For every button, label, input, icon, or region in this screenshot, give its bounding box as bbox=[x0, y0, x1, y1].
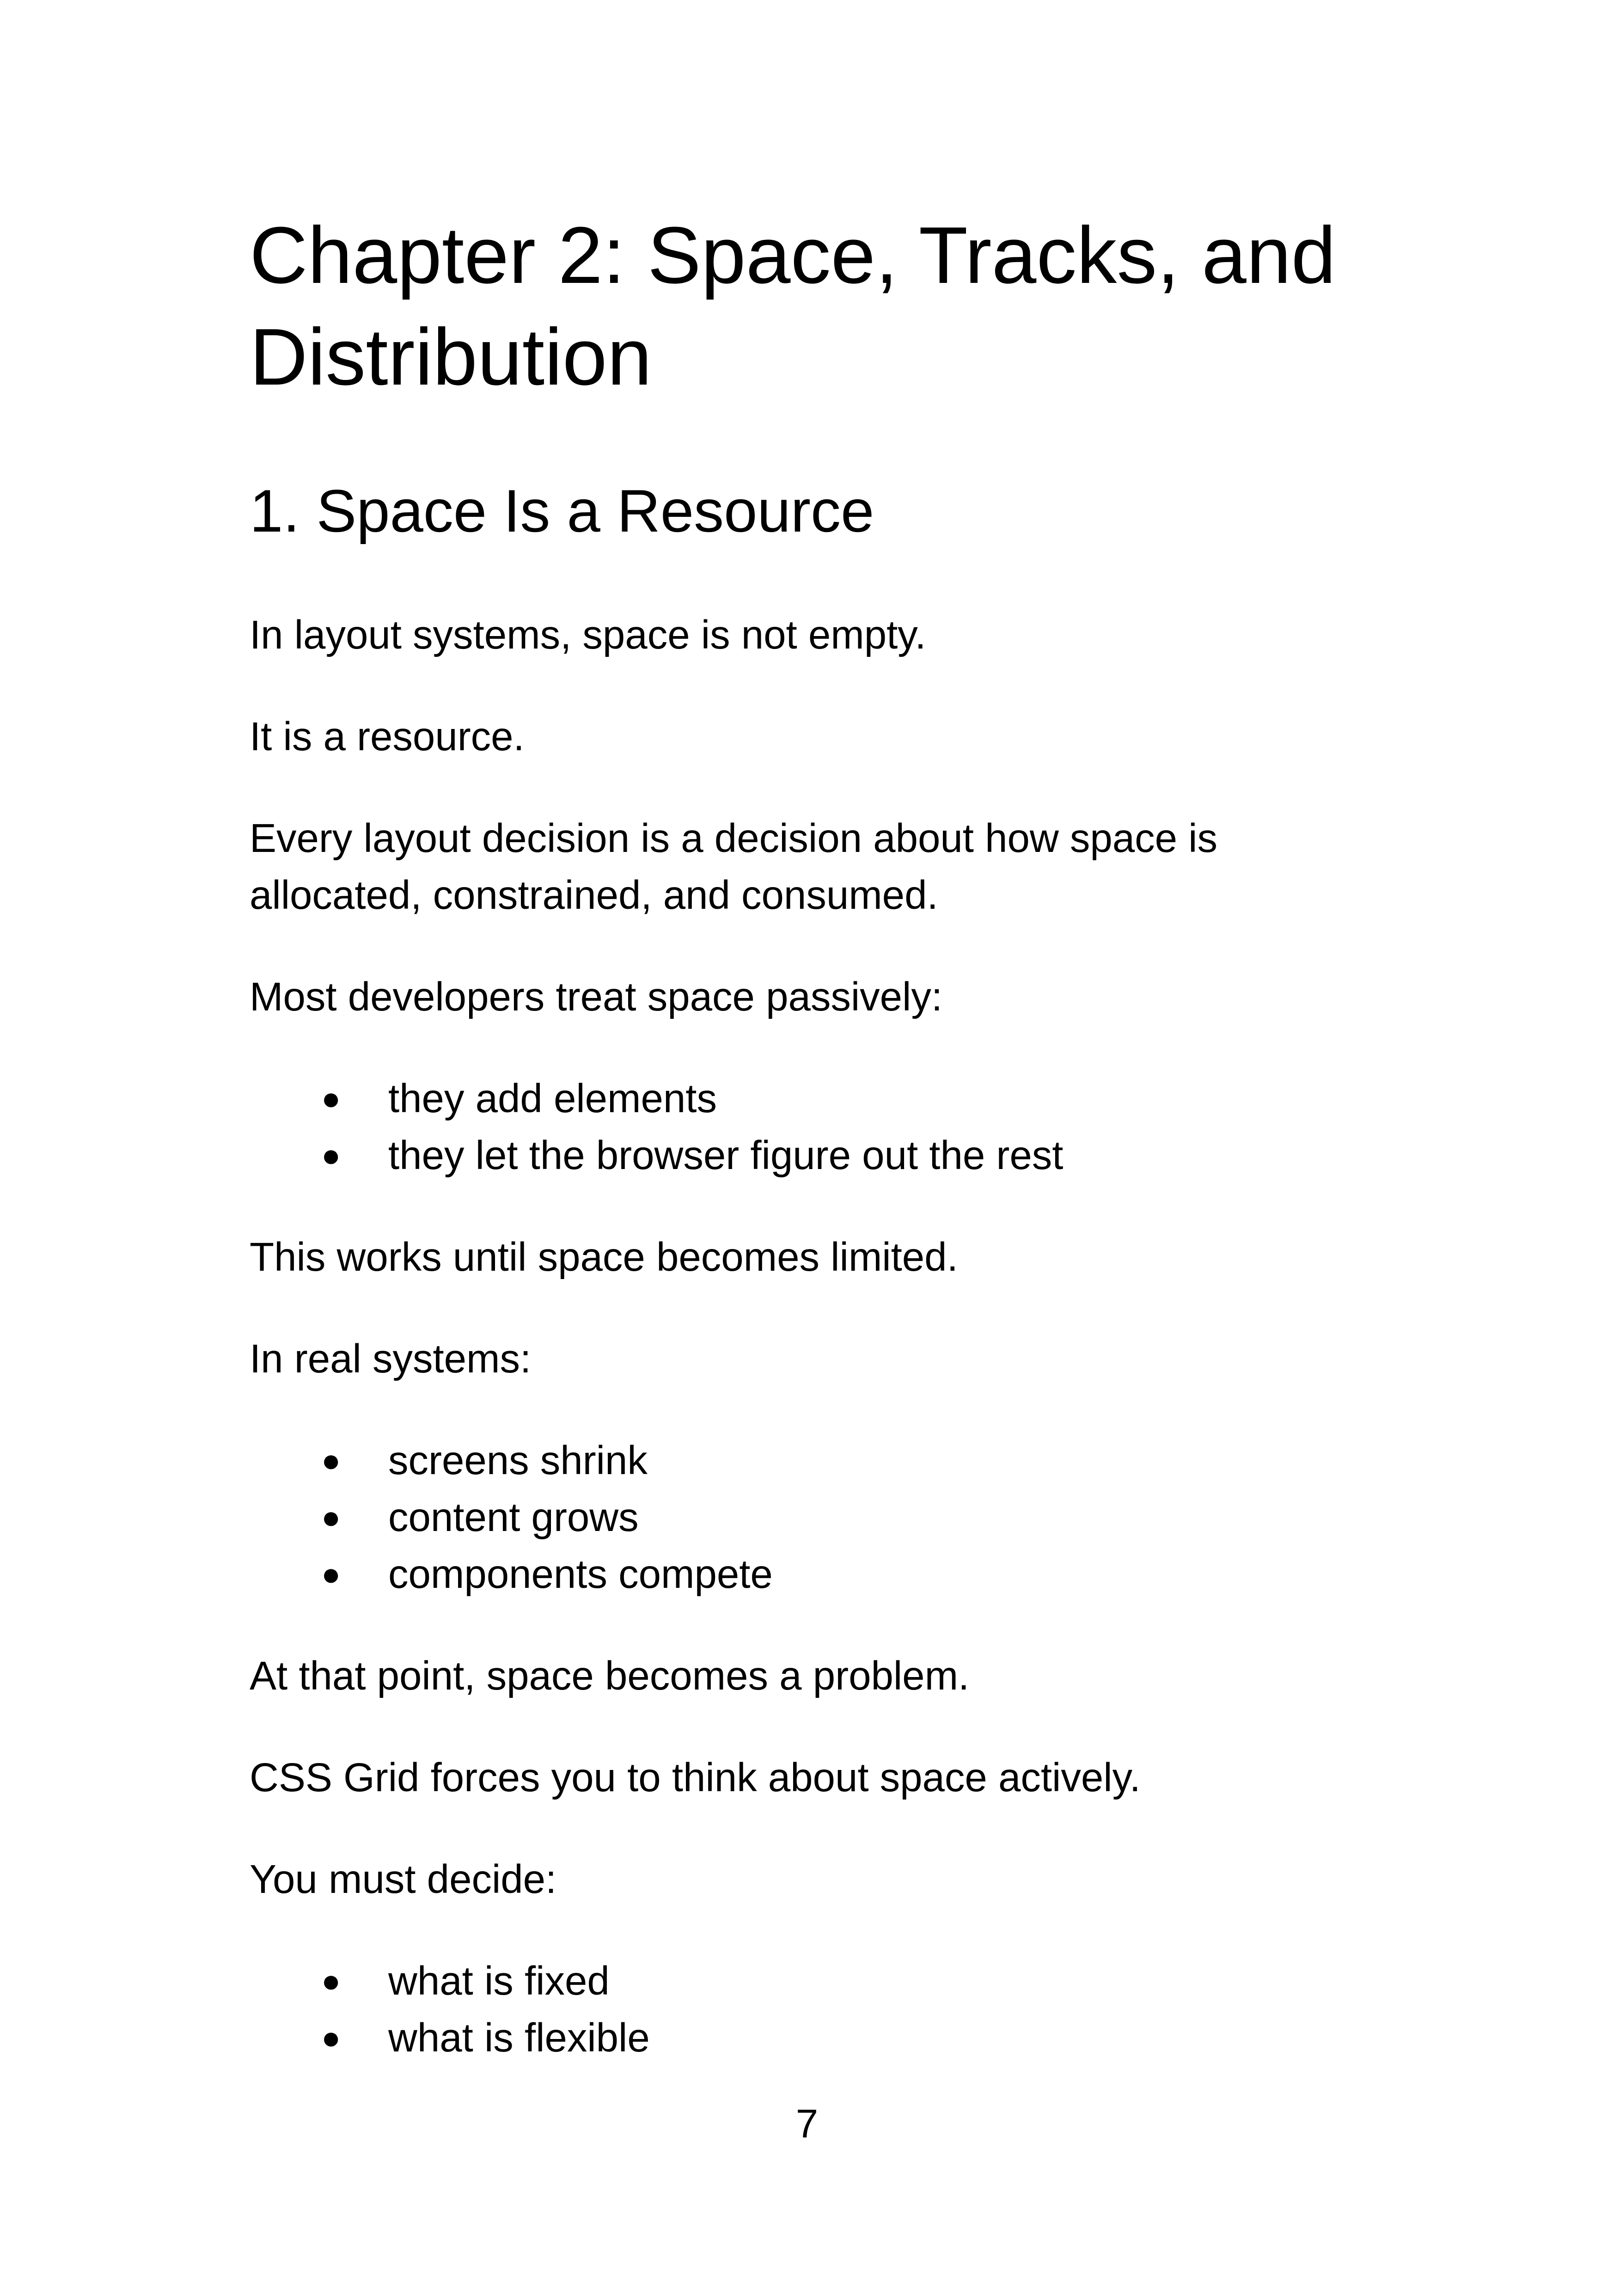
bullet-icon: ● bbox=[321, 1442, 341, 1478]
list-item-text: they add elements bbox=[388, 1076, 717, 1121]
paragraph: Most developers treat space passively: bbox=[250, 974, 943, 1019]
paragraph: Every layout decision is a decision about how space is allocated, constrained, and consumed. bbox=[250, 816, 1217, 918]
list-item-text: components compete bbox=[388, 1552, 773, 1597]
paragraph: In layout systems, space is not empty. bbox=[250, 612, 926, 657]
list-item bbox=[250, 1127, 1373, 1184]
list-item bbox=[250, 1432, 1373, 1489]
chapter-title: Chapter 2: Space, Tracks, and Distribution bbox=[250, 210, 1336, 402]
paragraph: CSS Grid forces you to think about space actively. bbox=[250, 1755, 1141, 1800]
list-item-text: they let the browser figure out the rest bbox=[388, 1133, 1064, 1178]
bullet-icon: ● bbox=[321, 1080, 341, 1116]
bullet-list bbox=[250, 1070, 1373, 1184]
bullet-icon: ● bbox=[321, 2020, 341, 2056]
bullet-icon: ● bbox=[321, 1556, 341, 1592]
bullet-icon: ● bbox=[321, 1963, 341, 1999]
paragraph: In real systems: bbox=[250, 1336, 532, 1381]
paragraph: You must decide: bbox=[250, 1857, 557, 1902]
list-item-text: content grows bbox=[388, 1495, 639, 1540]
list-item bbox=[250, 1489, 1373, 1546]
page-content bbox=[250, 204, 1373, 2066]
section-heading: 1. Space Is a Resource bbox=[250, 477, 874, 545]
list-item bbox=[250, 1953, 1373, 2009]
list-item-text: what is fixed bbox=[388, 1959, 610, 2003]
page-number: 7 bbox=[795, 2101, 819, 2146]
paragraph: It is a resource. bbox=[250, 714, 525, 759]
bullet-list bbox=[250, 1432, 1373, 1603]
list-item bbox=[250, 1070, 1373, 1127]
list-item-text: what is flexible bbox=[388, 2015, 650, 2060]
list-item bbox=[250, 1546, 1373, 1603]
bullet-icon: ● bbox=[321, 1137, 341, 1173]
bullet-list bbox=[250, 1953, 1373, 2066]
bullet-icon: ● bbox=[321, 1499, 341, 1535]
paragraph: At that point, space becomes a problem. bbox=[250, 1653, 970, 1698]
paragraph: This works until space becomes limited. bbox=[250, 1235, 958, 1280]
list-item-text: screens shrink bbox=[388, 1438, 648, 1483]
list-item bbox=[250, 2009, 1373, 2066]
